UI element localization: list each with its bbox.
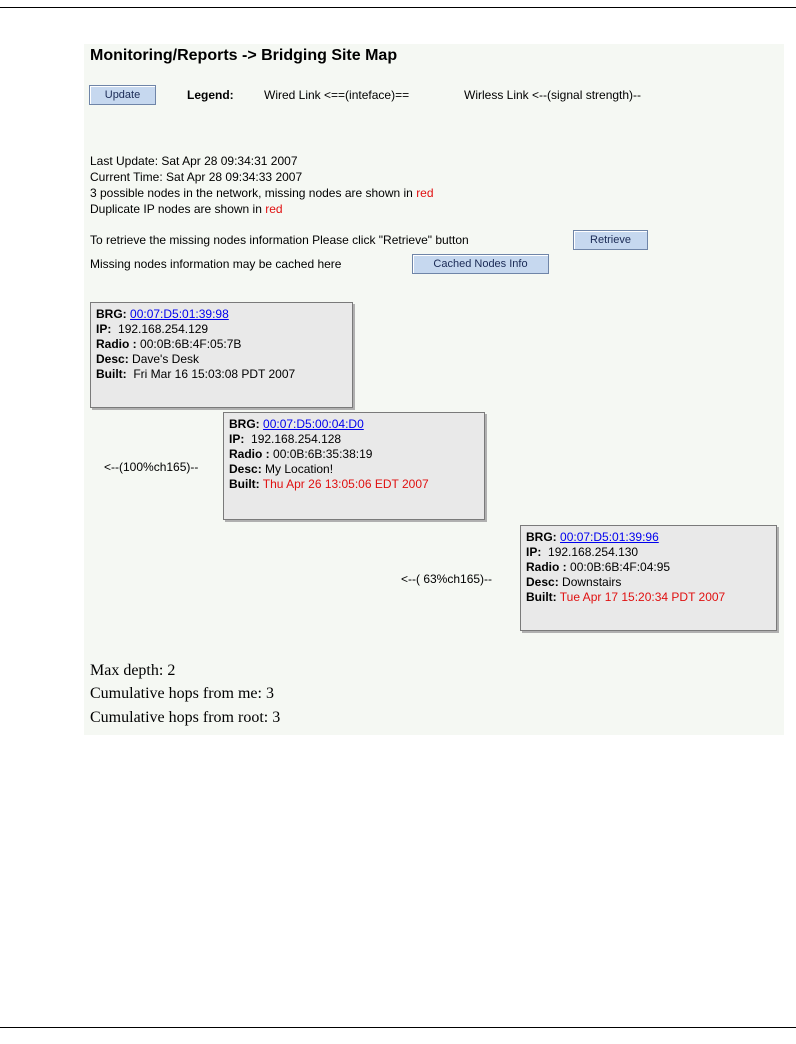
page-top-rule <box>0 7 796 8</box>
brg-link[interactable]: 00:07:D5:00:04:D0 <box>263 417 364 431</box>
brg-label: BRG: <box>96 307 127 321</box>
desc-label: Desc: <box>526 575 559 589</box>
signal-strength-label: <--(100%ch165)-- <box>104 460 199 474</box>
max-depth: Max depth: 2 <box>90 662 176 679</box>
ip-value: 192.168.254.128 <box>251 432 342 446</box>
page-title: Monitoring/Reports -> Bridging Site Map <box>90 47 398 64</box>
red-word: red <box>265 202 283 216</box>
desc-value: My Location! <box>265 462 334 476</box>
brg-link[interactable]: 00:07:D5:01:39:96 <box>560 530 659 544</box>
page-bottom-rule <box>0 1027 796 1028</box>
retrieve-button[interactable]: Retrieve <box>573 230 648 250</box>
current-time: Current Time: Sat Apr 28 09:34:33 2007 <box>90 170 303 184</box>
built-value: Thu Apr 26 13:05:06 EDT 2007 <box>262 477 429 491</box>
built-value: Fri Mar 16 15:03:08 PDT 2007 <box>133 367 296 381</box>
brg-link[interactable]: 00:07:D5:01:39:98 <box>130 307 229 321</box>
hops-from-me: Cumulative hops from me: 3 <box>90 685 274 702</box>
node-card <box>90 302 353 408</box>
ip-label: IP: <box>96 322 112 336</box>
built-label: Built: <box>96 367 127 381</box>
radio-label: Radio : <box>229 447 270 461</box>
signal-strength-label: <--( 63%ch165)-- <box>401 572 493 586</box>
update-button[interactable]: Update <box>89 85 156 105</box>
node-card <box>520 525 777 631</box>
site-map-panel <box>84 44 784 735</box>
desc-label: Desc: <box>96 352 129 366</box>
radio-label: Radio : <box>96 337 137 351</box>
legend-wireless-link: Wirless Link <--(signal strength)-- <box>464 88 642 102</box>
duplicate-ip-text: Duplicate IP nodes are shown in <box>90 202 266 216</box>
possible-nodes-text: 3 possible nodes in the network, missing nodes are shown in <box>90 186 417 200</box>
ip-label: IP: <box>526 545 542 559</box>
radio-label: Radio : <box>526 560 567 574</box>
radio-value: 00:0B:6B:35:38:19 <box>273 447 373 461</box>
built-label: Built: <box>229 477 260 491</box>
ip-label: IP: <box>229 432 245 446</box>
red-word: red <box>416 186 434 200</box>
possible-nodes-note <box>90 186 434 200</box>
ip-value: 192.168.254.129 <box>118 322 209 336</box>
legend-label: Legend: <box>187 88 234 102</box>
brg-label: BRG: <box>229 417 260 431</box>
built-value: Tue Apr 17 15:20:34 PDT 2007 <box>559 590 726 604</box>
desc-value: Dave's Desk <box>132 352 200 366</box>
duplicate-ip-note <box>90 202 283 216</box>
brg-label: BRG: <box>526 530 557 544</box>
radio-value: 00:0B:6B:4F:05:7B <box>140 337 242 351</box>
ip-value: 192.168.254.130 <box>548 545 639 559</box>
built-label: Built: <box>526 590 557 604</box>
desc-value: Downstairs <box>562 575 622 589</box>
node-card <box>223 412 485 520</box>
retrieve-note: To retrieve the missing nodes information Please click "Retrieve" button <box>90 233 469 247</box>
cached-note: Missing nodes information may be cached here <box>90 257 342 271</box>
cached-nodes-button[interactable]: Cached Nodes Info <box>412 254 549 274</box>
desc-label: Desc: <box>229 462 262 476</box>
legend-wired-link: Wired Link <==(inteface)== <box>264 88 410 102</box>
last-update: Last Update: Sat Apr 28 09:34:31 2007 <box>90 154 298 168</box>
hops-from-root: Cumulative hops from root: 3 <box>90 709 281 726</box>
radio-value: 00:0B:6B:4F:04:95 <box>570 560 671 574</box>
